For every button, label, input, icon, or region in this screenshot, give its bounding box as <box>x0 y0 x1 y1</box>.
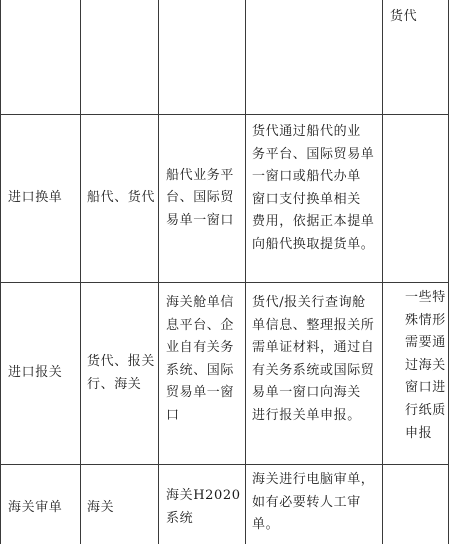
stage-text: 进口换单 <box>8 190 63 206</box>
platform-text: 船代业务平 台、国际贸 易单一窗口 <box>166 167 235 228</box>
table-cell-stage: 海关审单 <box>8 500 63 515</box>
table-border-left <box>0 0 1 544</box>
parties-text: 货代、报关 行、海关 <box>87 353 156 392</box>
table-cell-parties: 海关 <box>87 500 115 515</box>
column-divider <box>382 0 383 544</box>
table-cell-parties <box>87 115 155 282</box>
table-cell-process: 货代/报关行查询舱 单信息、整理报关所 需单证材料，通过自 有关务系统或国际贸 易单一窗口向海关 进行报关单申报。 <box>252 295 375 423</box>
table-cell-platform: 海关舱单信 息平台、企 业自有关务 系统、国际 贸易单一窗 口 <box>166 295 235 423</box>
row-divider <box>0 282 449 283</box>
row-divider <box>0 464 449 465</box>
table-border-right <box>448 0 449 544</box>
column-divider <box>158 0 159 544</box>
table-cell-process: 货代通过船代的业 务平台、国际贸易单 一窗口或船代办单 窗口支付换单相关 费用，依据正本提单 向船代换取提货单。 <box>252 124 375 252</box>
table-cell-stage <box>8 283 62 464</box>
parties-text: 船代、货代 <box>87 190 156 206</box>
table-cell-platform: 海关H2020 系统 <box>166 488 241 526</box>
stage-text: 进口报关 <box>8 365 63 381</box>
table-cell-stage <box>8 115 62 282</box>
table-cell-remark: 一些特 殊情形 需要通 过海关 窗口进 行纸质 申报 <box>405 290 446 441</box>
table-cell-platform <box>166 115 234 282</box>
column-divider <box>245 0 246 544</box>
column-divider <box>80 0 81 544</box>
table-cell-parties <box>87 283 155 464</box>
table-cell-process: 海关进行电脑审单， 如有必要转人工审 单。 <box>252 472 375 533</box>
table-cell-remark: 货代 <box>390 9 418 24</box>
